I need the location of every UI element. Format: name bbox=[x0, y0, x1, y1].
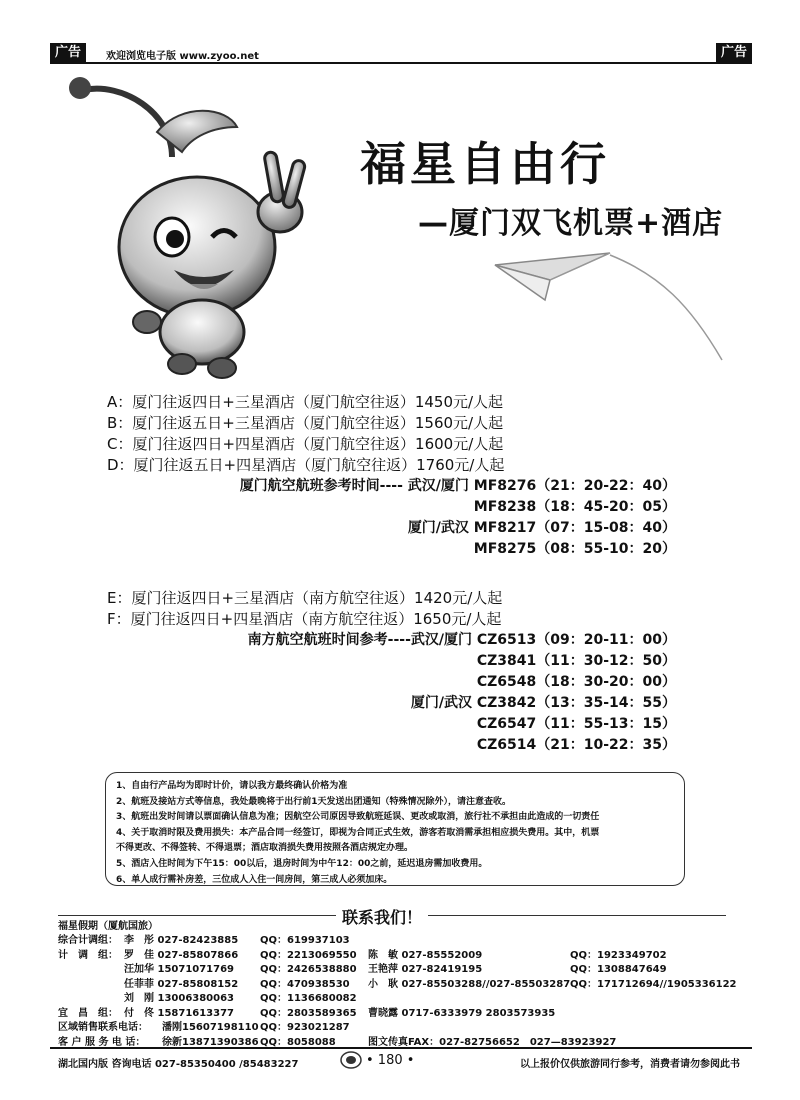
contact-row: 区域销售联系电话： 潘刚15607198110 QQ：923021287 bbox=[58, 1022, 350, 1033]
footer-right: 以上报价仅供旅游同行参考，消费者请勿参阅此书 bbox=[520, 1059, 740, 1070]
flight-row: 厦门航空航班参考时间---- 武汉/厦门 MF8276（21：20-22：40） bbox=[239, 478, 676, 494]
note-item: 3、航班出发时间请以票面确认信息为准；因航空公司原因导致航班延误、更改或取消，旅行社不承担由此造成的一切责任 bbox=[116, 812, 600, 823]
note-item: 不得更改、不得签转、不得退票；酒店取消损失费用按照各酒店规定办理。 bbox=[116, 843, 414, 854]
page-number: • 180 • bbox=[366, 1053, 415, 1068]
contact-row: 汪加华 15071071769 QQ：2426538880 王艳萍 027-82419195 QQ：1308847649 bbox=[124, 964, 667, 975]
mascot-illustration bbox=[62, 72, 322, 382]
contact-row: 综合计调组： 李 彤 027-82423885 QQ：619937103 bbox=[58, 935, 350, 946]
contact-row: 计 调 组： 罗 佳 027-85807866 QQ：2213069550 陈 敏 027-85552009 QQ：1923349702 bbox=[58, 949, 667, 961]
contact-row: 任菲菲 027-85808152 QQ：470938530 小 耿 027-85503288//027-85503287 QQ：171712694//1905336122 bbox=[124, 978, 737, 990]
package-item: C：厦门往返四日+四星酒店（厦门航空往返）1600元/人起 bbox=[107, 435, 504, 453]
note-item: 2、航班及接站方式等信息，我处最晚将于出行前1天发送出团通知（特殊情况除外），请注意查收。 bbox=[116, 796, 512, 807]
contact-table bbox=[58, 934, 738, 1050]
flight-row: 厦门/武汉 CZ3842（13：35-14：55） bbox=[410, 695, 676, 711]
note-item: 4、关于取消时限及费用损失：本产品合同一经签订，即视为合同正式生效，游客若取消需承担相应损失费用。其中，机票 bbox=[116, 827, 600, 838]
note-item: 5、酒店入住时间为下午15：00以后，退房时间为中午12：00之前，延迟退房需加收费用。 bbox=[116, 858, 488, 869]
flight-row: CZ6514（21：10-22：35） bbox=[476, 737, 676, 753]
flight-row: CZ6547（11：55-13：15） bbox=[476, 716, 676, 732]
package-item: D：厦门往返五日+四星酒店（厦门航空往返）1760元/人起 bbox=[107, 456, 505, 474]
contact-company: 福星假期（厦航国旅） bbox=[58, 921, 158, 932]
notes-box bbox=[105, 772, 685, 886]
logo-icon bbox=[340, 1051, 362, 1069]
note-item: 6、单人成行需补房差，三位成人入住一间房间，第三成人必须加床。 bbox=[116, 874, 393, 885]
package-item: B：厦门往返五日+三星酒店（厦门航空往返）1560元/人起 bbox=[107, 414, 504, 432]
paper-plane-icon bbox=[490, 245, 730, 370]
flight-row: MF8275（08：55-10：20） bbox=[473, 541, 676, 557]
package-item: E：厦门往返四日+三星酒店（南方航空往返）1420元/人起 bbox=[107, 589, 503, 607]
package-list-2 bbox=[107, 588, 502, 630]
page-subtitle: —厦门双飞机票+酒店 bbox=[418, 206, 724, 241]
flight-row: 厦门/武汉 MF8217（07：15-08：40） bbox=[407, 520, 676, 536]
flight-row: MF8238（18：45-20：05） bbox=[473, 499, 676, 515]
ad-label-left: 广告 bbox=[50, 43, 86, 62]
contact-title: 联系我们！ bbox=[336, 905, 428, 928]
package-list-1 bbox=[107, 392, 504, 476]
contact-row: 客 户 服 务 电 话： 徐新13871390386 QQ：8058088 图文传真FAX：027-82756652 027—83923927 bbox=[58, 1036, 617, 1048]
flight-schedule-1 bbox=[240, 476, 676, 560]
flight-schedule-2 bbox=[248, 630, 676, 756]
footer-rule bbox=[50, 1047, 752, 1049]
note-item: 1、自由行产品均为即时计价，请以我方最终确认价格为准 bbox=[116, 781, 348, 791]
flight-row: CZ3841（11：30-12：50） bbox=[476, 653, 676, 669]
footer-left: 湖北国内版 咨询电话 027-85350400 /85483227 bbox=[58, 1059, 299, 1070]
ad-label-right: 广告 bbox=[716, 43, 752, 62]
contact-row: 宜 昌 组： 付 佟 15871613377 QQ：2803589365 曹晓露 0717-6333979 2803573935 bbox=[58, 1007, 556, 1019]
package-item: F：厦门往返四日+四星酒店（南方航空往返）1650元/人起 bbox=[107, 610, 502, 628]
page-title: 福星自由行 bbox=[360, 137, 610, 191]
flight-row: 南方航空航班时间参考----武汉/厦门 CZ6513（09：20-11：00） bbox=[247, 632, 676, 648]
top-rule bbox=[50, 62, 752, 64]
site-text: 欢迎浏览电子版 www.zyoo.net bbox=[106, 51, 259, 62]
package-item: A：厦门往返四日+三星酒店（厦门航空往返）1450元/人起 bbox=[107, 393, 504, 411]
contact-row: 刘 刚 13006380063 QQ：1136680082 bbox=[124, 993, 357, 1004]
flight-row: CZ6548（18：30-20：00） bbox=[476, 674, 676, 690]
